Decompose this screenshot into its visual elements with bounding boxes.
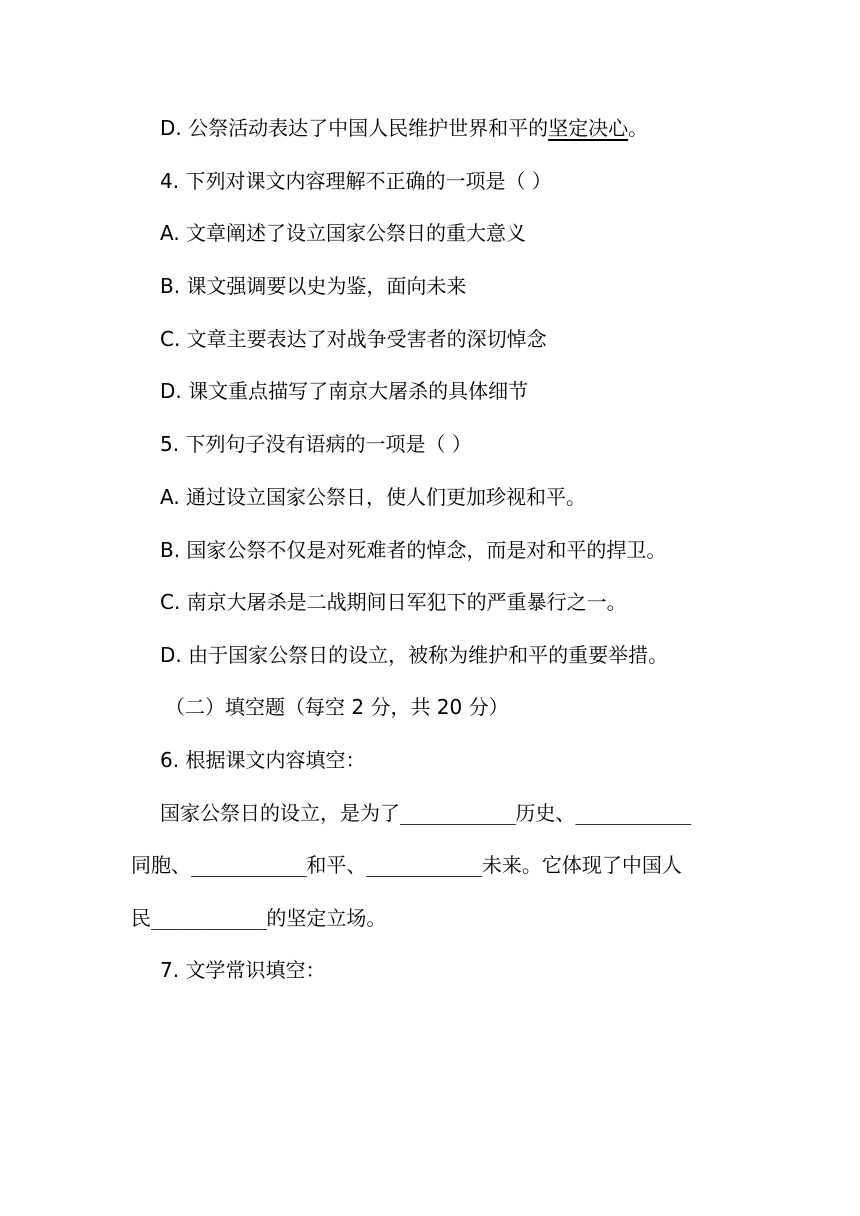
question-7: 7. 文学常识填空： [160, 958, 326, 982]
question-4: 4. 下列对课文内容理解不正确的一项是（ ） [160, 169, 552, 193]
option-c-q4: C. 文章主要表达了对战争受害者的深切悼念 [160, 327, 547, 351]
option-d-q4: D. 课文重点描写了南京大屠杀的具体细节 [160, 379, 529, 403]
option-d-q5: D. 由于国家公祭日的设立，被称为维护和平的重要举措。 [160, 643, 669, 667]
underlined-phrase: 坚定决心 [548, 116, 629, 140]
question-5: 5. 下列句子没有语病的一项是（ ） [160, 432, 472, 456]
question-6: 6. 根据课文内容填空： [160, 748, 366, 772]
option-c-q5: C. 南京大屠杀是二战期间日军犯下的严重暴行之一。 [160, 590, 627, 614]
fill-blank-line-1: 国家公祭日的设立，是为了__________历史、__________ [160, 801, 691, 825]
option-a-q4: A. 文章阐述了设立国家公祭日的重大意义 [160, 221, 527, 245]
option-b-q4: B. 课文强调要以史为鉴，面向未来 [160, 274, 467, 298]
section-heading: （二）填空题（每空 2 分，共 20 分） [165, 695, 509, 719]
fill-blank-line-2: 同胞、__________和平、__________未来。它体现了中国人 [131, 853, 682, 877]
option-d-q3: D. 公祭活动表达了中国人民维护世界和平的坚定决心。 [160, 116, 649, 140]
option-b-q5: B. 国家公祭不仅是对死难者的悼念，而是对和平的捍卫。 [160, 538, 667, 562]
option-a-q5: A. 通过设立国家公祭日，使人们更加珍视和平。 [160, 485, 587, 509]
fill-blank-line-3: 民__________的坚定立场。 [131, 906, 387, 930]
